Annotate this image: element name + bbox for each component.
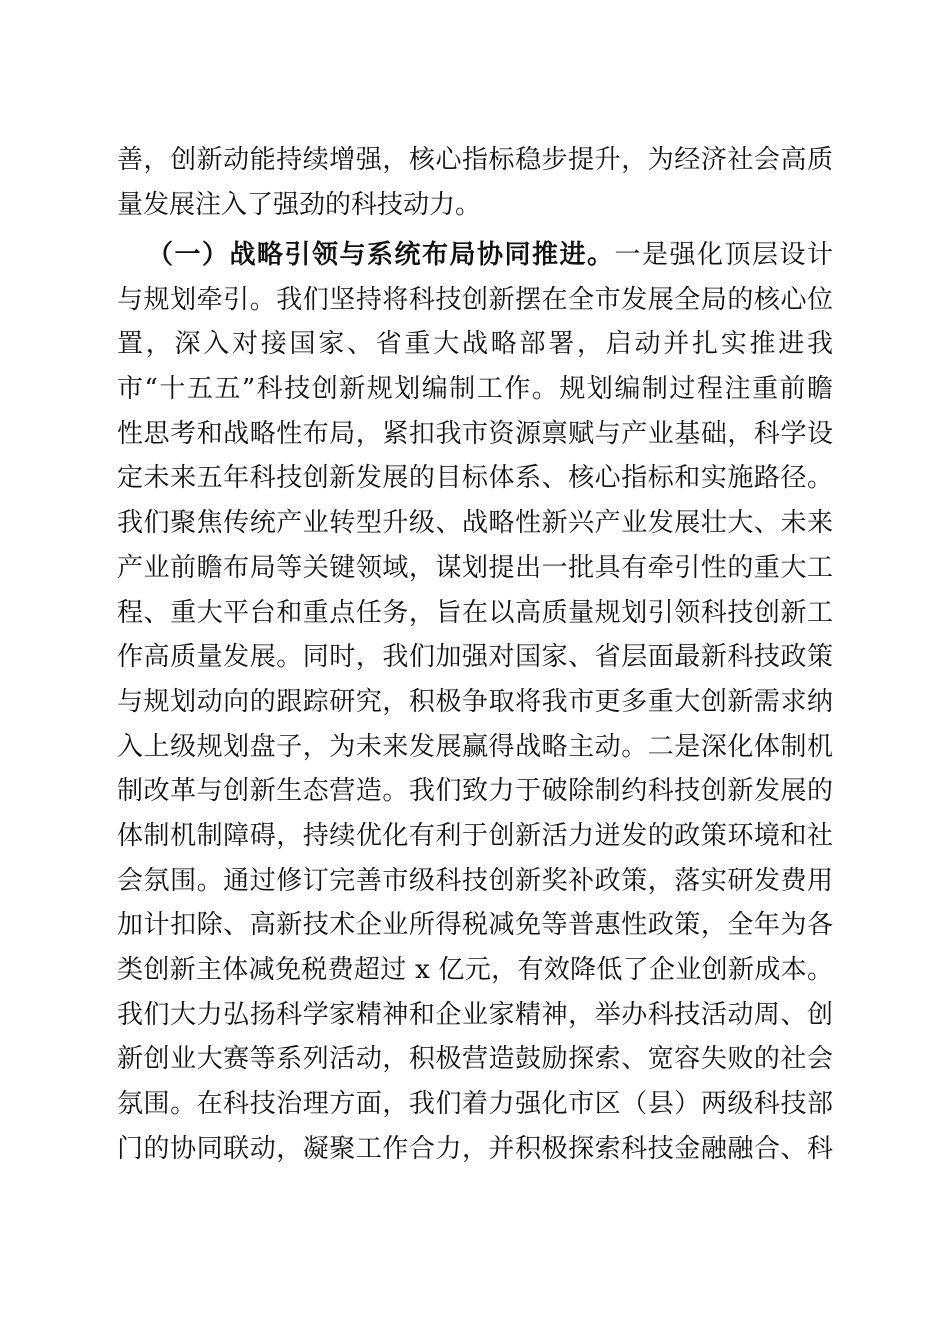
section-heading: （一）战略引领与系统布局协同推进。	[147, 240, 615, 270]
text-line: 产业前瞻布局等关键领域，谋划提出一批具有牵引性的重大工	[117, 552, 833, 583]
text-line: 体制机制障碍，持续优化有利于创新活力迸发的政策环境和社	[117, 820, 833, 851]
text-line	[117, 233, 833, 278]
text-line: 我们大力弘扬科学家精神和企业家精神，举办科技活动周、创	[117, 999, 833, 1030]
text-line: 市“十五五”科技创新规划编制工作。规划编制过程注重前瞻	[117, 374, 833, 405]
text-line: 门的协同联动，凝聚工作合力，并积极探索科技金融融合、科	[117, 1133, 833, 1164]
text-span: 一是强化顶层设计	[614, 240, 833, 270]
text-line: 善，创新动能持续增强，核心指标稳步提升，为经济社会高质	[117, 145, 833, 175]
paragraph-1	[117, 138, 833, 227]
text-line: 新创业大赛等系列活动，积极营造鼓励探索、宽容失败的社会	[117, 1044, 833, 1075]
text-line: 与规划动向的跟踪研究，积极争取将我市更多重大创新需求纳	[117, 686, 833, 717]
text-line: 加计扣除、高新技术企业所得税减免等普惠性政策，全年为各	[117, 910, 833, 941]
text-line: 氛围。在科技治理方面，我们着力强化市区（县）两级科技部	[117, 1089, 833, 1120]
text-line: 类创新主体减免税费超过 x 亿元，有效降低了企业创新成本。	[117, 955, 833, 985]
text-line: 定未来五年科技创新发展的目标体系、核心指标和实施路径。	[117, 463, 833, 494]
text-line: 入上级规划盘子，为未来发展赢得战略主动。二是深化体制机	[117, 731, 833, 762]
text-line: 与规划牵引。我们坚持将科技创新摆在全市发展全局的核心位	[117, 284, 833, 315]
text-line: 作高质量发展。同时，我们加强对国家、省层面最新科技政策	[117, 642, 833, 673]
text-line: 性思考和战略性布局，紧扣我市资源禀赋与产业基础，科学设	[117, 418, 833, 449]
text-line: 量发展注入了强劲的科技动力。	[117, 189, 482, 220]
text-line: 置，深入对接国家、省重大战略部署，启动并扎实推进我	[117, 329, 833, 360]
text-line: 制改革与创新生态营造。我们致力于破除制约科技创新发展的	[117, 776, 833, 807]
text-line: 我们聚焦传统产业转型升级、战略性新兴产业发展壮大、未来	[117, 508, 833, 539]
text-line: 程、重大平台和重点任务，旨在以高质量规划引领科技创新工	[117, 597, 833, 628]
paragraph-2	[117, 233, 833, 1171]
text-line: 会氛围。通过修订完善市级科技创新奖补政策，落实研发费用	[117, 865, 833, 896]
